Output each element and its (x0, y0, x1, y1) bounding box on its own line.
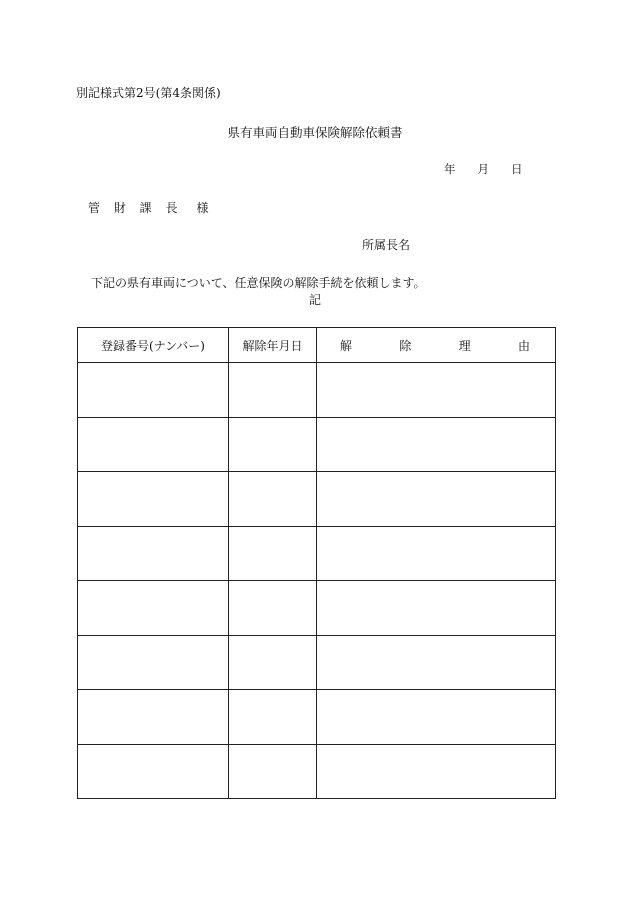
registration-cell[interactable] (78, 635, 229, 690)
table-row (78, 472, 556, 527)
date-day-label: 日 (511, 162, 523, 176)
date-year-label: 年 (444, 162, 456, 176)
table-row (78, 417, 556, 472)
table-row (78, 526, 556, 581)
table-row (78, 690, 556, 745)
header-cancellation-reason (317, 328, 556, 363)
sender-label: 所属長名 (362, 238, 411, 252)
date-line (444, 161, 523, 177)
reason-cell[interactable] (317, 417, 556, 472)
ki-heading: 記 (308, 293, 321, 307)
header-cancellation-date: 解除年月日 (229, 328, 317, 363)
registration-cell[interactable] (78, 581, 229, 636)
date-cell[interactable] (229, 581, 317, 636)
recipient (88, 199, 213, 216)
request-table (77, 327, 556, 799)
date-cell[interactable] (229, 635, 317, 690)
registration-cell[interactable] (78, 472, 229, 527)
header-reason-char: 除 (399, 338, 412, 353)
table-header-row (78, 328, 556, 363)
document-title: 県有車両自動車保険解除依頼書 (227, 125, 403, 140)
header-reason-char: 理 (458, 338, 471, 353)
header-reason-char: 由 (517, 338, 530, 353)
date-cell[interactable] (229, 690, 317, 745)
reason-cell[interactable] (317, 526, 556, 581)
date-cell[interactable] (229, 417, 317, 472)
header-reason-char: 解 (340, 338, 353, 353)
reason-cell[interactable] (317, 581, 556, 636)
registration-cell[interactable] (78, 690, 229, 745)
table-row (78, 744, 556, 799)
recipient-name: 管 財 課 長 (88, 201, 183, 215)
date-cell[interactable] (229, 363, 317, 418)
date-cell[interactable] (229, 744, 317, 799)
reason-cell[interactable] (317, 744, 556, 799)
registration-cell[interactable] (78, 526, 229, 581)
reason-cell[interactable] (317, 363, 556, 418)
date-cell[interactable] (229, 526, 317, 581)
table-row (78, 581, 556, 636)
reason-cell[interactable] (317, 635, 556, 690)
date-cell[interactable] (229, 472, 317, 527)
registration-cell[interactable] (78, 363, 229, 418)
table-row (78, 363, 556, 418)
date-month-label: 月 (477, 162, 489, 176)
reason-cell[interactable] (317, 472, 556, 527)
table-row (78, 635, 556, 690)
header-registration-number: 登録番号(ナンバー) (78, 328, 229, 363)
form-number: 別記様式第2号(第4条関係) (76, 86, 221, 100)
request-body-text: 下記の県有車両について、任意保険の解除手続を依頼します。 (91, 276, 426, 290)
reason-cell[interactable] (317, 690, 556, 745)
recipient-honorific: 様 (196, 201, 214, 215)
registration-cell[interactable] (78, 744, 229, 799)
registration-cell[interactable] (78, 417, 229, 472)
